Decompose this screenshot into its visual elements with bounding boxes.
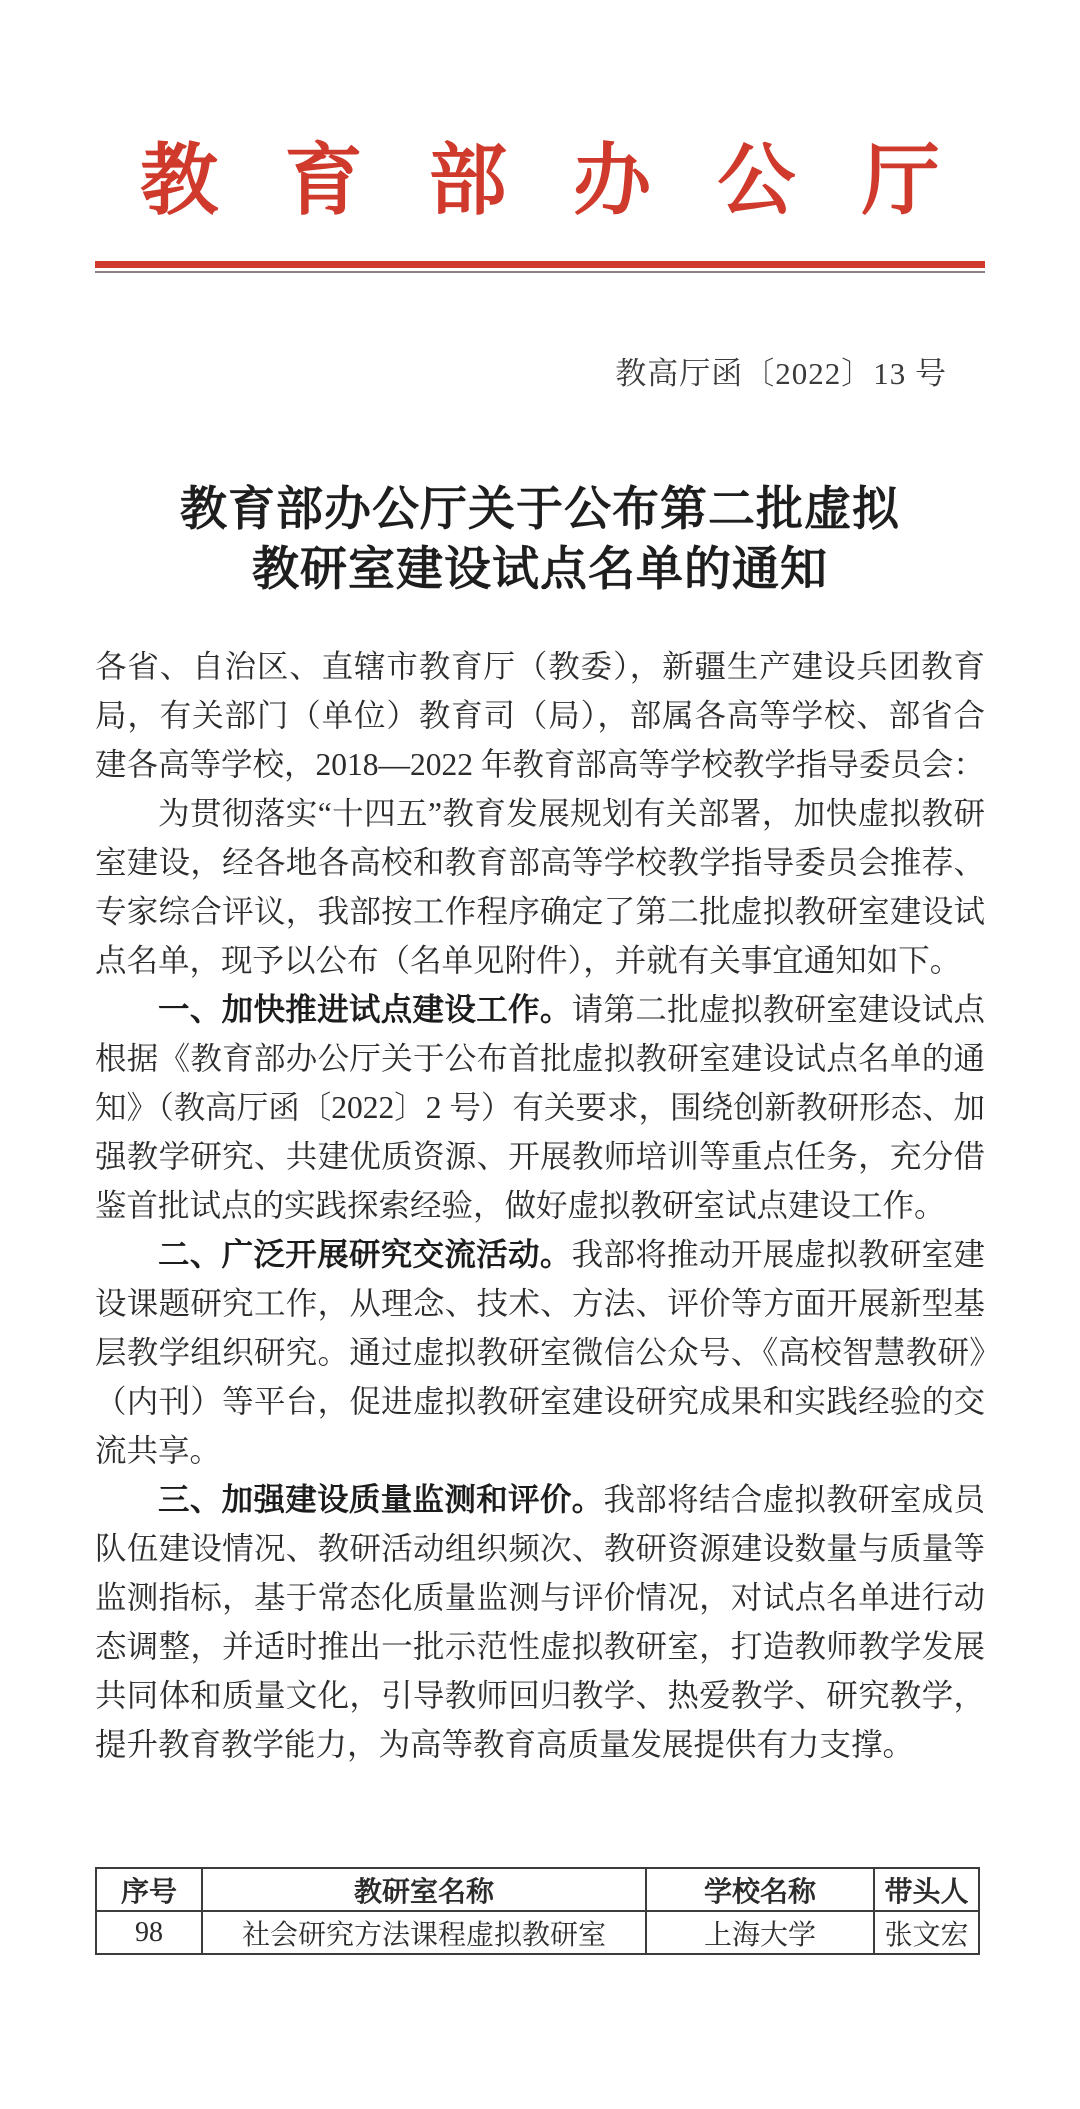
red-divider-thick-line [95, 261, 985, 268]
table-cell-leader: 张文宏 [874, 1911, 979, 1954]
table-cell-school-name: 上海大学 [646, 1911, 874, 1954]
section-3-body: 我部将结合虚拟教研室成员队伍建设情况、教研活动组织频次、教研资源建设数量与质量等监测指标，基于常态化质量监测与评价情况，对试点名单进行动态调整，并适时推出一批示范性虚拟教研室，打造教师教学发展共同体和质量文化，引导教师回归教学、热爱教学、研究教学，提升教育教学能力，为高等教育高质量发展提供有力支撑。 [95, 1482, 985, 1762]
section-3-paragraph [95, 1475, 985, 1769]
document-body [95, 642, 985, 1769]
agency-header: 教育部办公厅 [140, 137, 1007, 224]
table-header-row [96, 1868, 979, 1911]
salutation-paragraph: 各省、自治区、直辖市教育厅（教委），新疆生产建设兵团教育局，有关部门（单位）教育司（局），部属各高等学校、部省合建各高等学校，2018—2022 年教育部高等学校教学指导委员会： [95, 649, 985, 782]
red-divider-thin-line [95, 271, 985, 273]
section-1-heading: 一、加快推进试点建设工作。 [158, 991, 572, 1027]
table-row [96, 1911, 979, 1954]
table-cell-room-name: 社会研究方法课程虚拟教研室 [202, 1911, 646, 1954]
table-header-school-name: 学校名称 [646, 1868, 874, 1911]
intro-paragraph: 为贯彻落实“十四五”教育发展规划有关部署，加快虚拟教研室建设，经各地各高校和教育部高等学校教学指导委员会推荐、专家综合评议，我部按工作程序确定了第二批虚拟教研室建设试点名单，现予以公布（名单见附件），并就有关事宜通知如下。 [95, 796, 985, 978]
table-header-leader: 带头人 [874, 1868, 979, 1911]
section-2-paragraph [95, 1230, 985, 1475]
table-cell-index: 98 [96, 1911, 202, 1954]
section-1-body: 请第二批虚拟教研室建设试点根据《教育部办公厅关于公布首批虚拟教研室建设试点名单的通知》（教高厅函〔2022〕2 号）有关要求，围绕创新教研形态、加强教学研究、共建优质资源、开展教师培训等重点任务，充分借鉴首批试点的实践探索经验，做好虚拟教研室试点建设工作。 [95, 992, 985, 1223]
section-1-paragraph [95, 985, 985, 1230]
table-header-room-name: 教研室名称 [202, 1868, 646, 1911]
section-2-body: 我部将推动开展虚拟教研室建设课题研究工作，从理念、技术、方法、评价等方面开展新型基层教学组织研究。通过虚拟教研室微信公众号、《高校智慧教研》（内刊）等平台，促进虚拟教研室建设研究成果和实践经验的交流共享。 [95, 1237, 985, 1468]
section-2-heading: 二、广泛开展研究交流活动。 [158, 1236, 572, 1272]
document-number: 教高厅函〔2022〕13 号 [615, 356, 947, 391]
section-3-heading: 三、加强建设质量监测和评价。 [158, 1481, 604, 1517]
table-header-index: 序号 [96, 1868, 202, 1911]
notice-title-line1: 教育部办公厅关于公布第二批虚拟 [180, 484, 900, 536]
notice-title [0, 480, 1080, 600]
notice-title-line2: 教研室建设试点名单的通知 [252, 544, 828, 596]
red-divider-rule [95, 261, 985, 273]
pilot-list-table [95, 1867, 980, 1955]
